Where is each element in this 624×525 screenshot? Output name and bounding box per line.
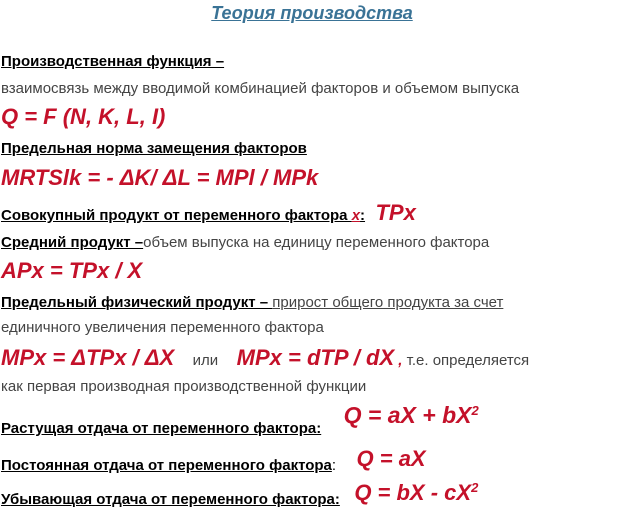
marginal-product-text-2: единичного увеличения переменного фактора	[1, 319, 324, 336]
increasing-returns-line	[1, 402, 479, 437]
production-function-formula: Q = F (N, K, L, I)	[1, 104, 166, 129]
marginal-product-formula-1: MPx = ΔTPx / ΔX	[1, 345, 175, 370]
decreasing-returns-header: Убывающая отдача от переменного фактора:	[1, 491, 340, 508]
total-product-var: x	[351, 207, 361, 224]
mrts-header: Предельная норма замещения факторов	[1, 140, 307, 157]
average-product-text: объем выпуска на единицу переменного фактора	[143, 234, 490, 251]
total-product-formula: TPx	[375, 200, 416, 225]
page-title: Теория производства	[211, 3, 413, 23]
marginal-product-comma: ,	[394, 352, 403, 369]
total-product-line	[1, 200, 416, 226]
decreasing-returns-line	[1, 480, 478, 506]
marginal-product-formula-line	[1, 345, 529, 371]
marginal-product-line	[1, 294, 503, 312]
marginal-product-header: Предельный физический продукт –	[1, 294, 273, 311]
mrts-formula: MRTSlk = - ΔK/ ΔL = MPl / MPk	[1, 165, 319, 190]
average-product-header: Средний продукт –	[1, 234, 144, 251]
total-product-colon: :	[360, 207, 366, 224]
increasing-returns-header: Растущая отдача от переменного фактора:	[1, 420, 322, 437]
production-function-block	[1, 53, 224, 71]
constant-returns-line	[1, 446, 426, 472]
decreasing-returns-formula: Q = bX - cX	[354, 480, 472, 505]
total-product-header: Совокупный продукт от переменного фактора	[1, 207, 352, 224]
increasing-returns-formula: Q = aX + bX	[343, 402, 472, 428]
constant-returns-header: Постоянная отдача от переменного фактора	[1, 457, 332, 474]
marginal-product-or: или	[192, 352, 219, 369]
average-product-formula: APx = TPx / X	[1, 258, 143, 283]
decreasing-returns-exponent: 2	[471, 479, 479, 495]
average-product-line	[1, 234, 489, 252]
constant-returns-colon: :	[331, 457, 337, 474]
production-function-text: взаимосвязь между вводимой комбинацией факторов и объемом выпуска	[1, 80, 520, 97]
marginal-product-text-3: т.е. определяется	[402, 352, 530, 369]
marginal-product-formula-2: MPx = dTP / dX	[236, 345, 395, 370]
marginal-product-text-1: прирост общего продукта за счет	[272, 294, 504, 311]
marginal-product-text-4: как первая производная производственной функции	[1, 378, 367, 395]
production-function-header: Производственная функция –	[1, 53, 225, 70]
increasing-returns-exponent: 2	[471, 402, 479, 418]
constant-returns-formula: Q = aX	[356, 446, 426, 471]
